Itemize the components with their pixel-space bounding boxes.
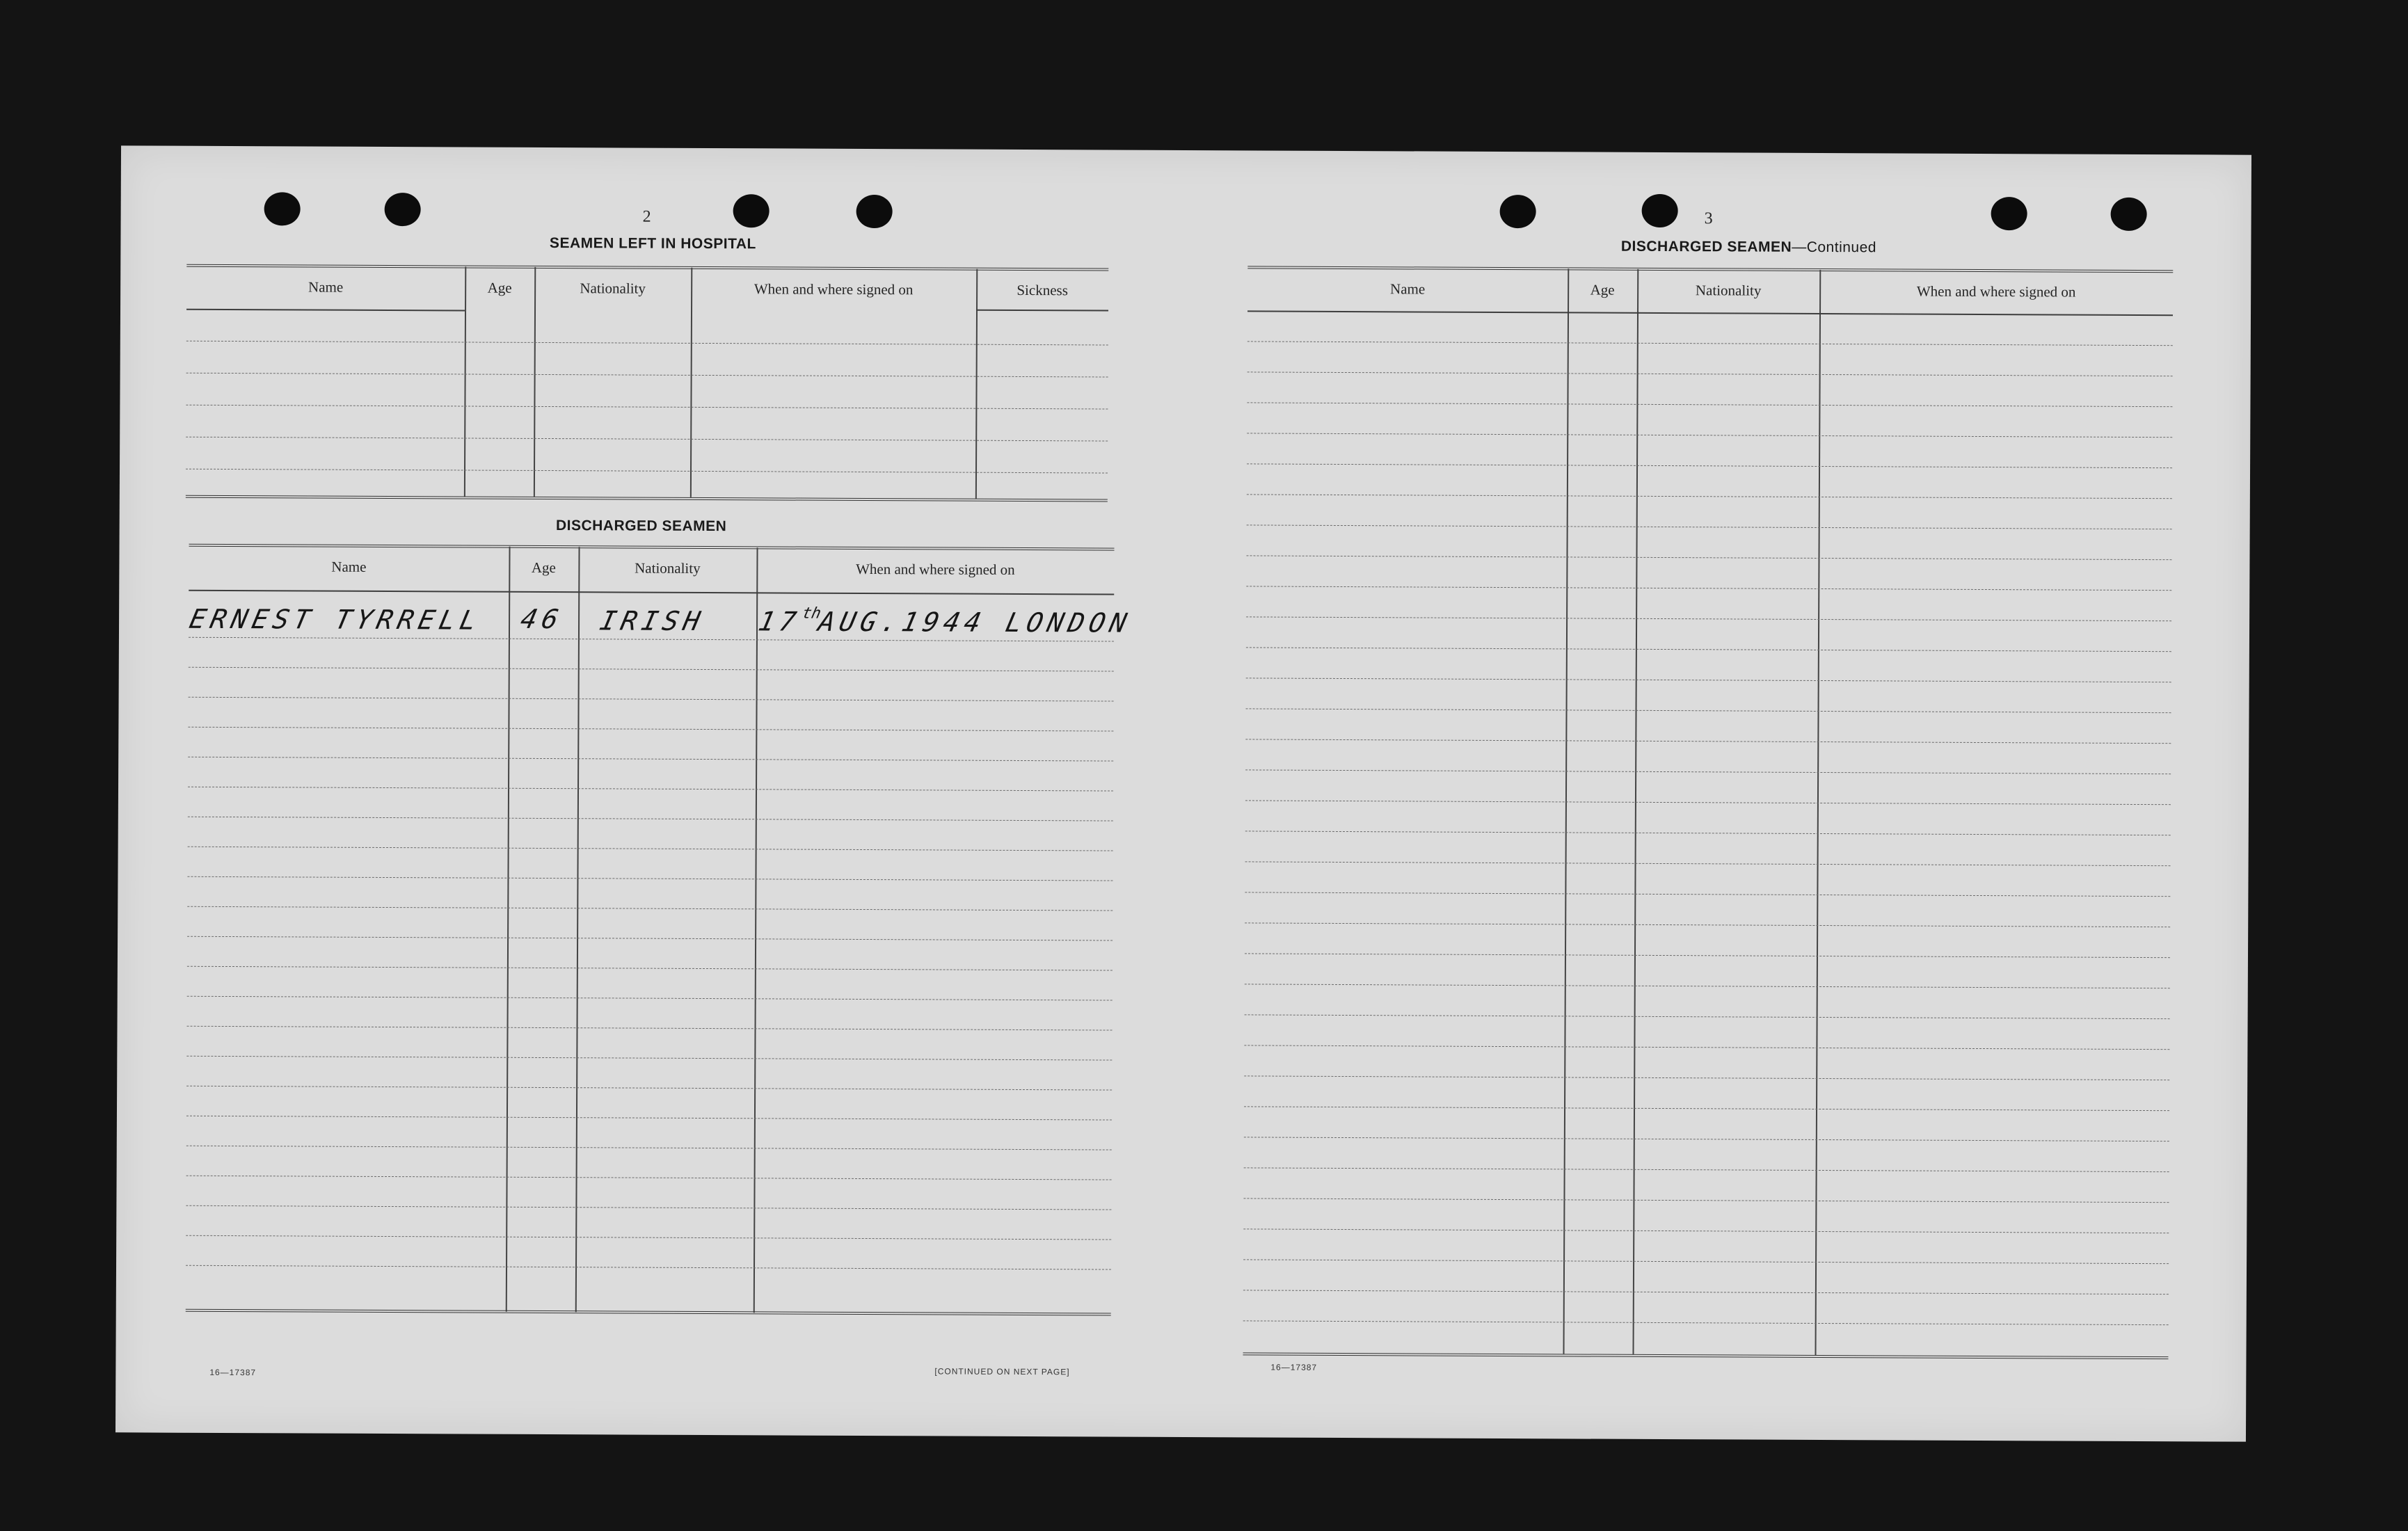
discharged-continued-title — [1505, 238, 1992, 257]
discharged-table — [186, 544, 1135, 1313]
punch-hole — [733, 194, 770, 227]
punch-hole — [1991, 197, 2027, 230]
col-header-nationality: Nationality — [635, 559, 701, 577]
col-header-signed-on: When and where signed on — [1916, 282, 2076, 300]
entry-signed-on — [756, 604, 1134, 638]
entry-nationality: IRISH — [597, 605, 708, 636]
punch-hole — [2111, 198, 2147, 231]
entry-signed-on-suffix: th — [800, 604, 823, 623]
punch-hole — [1500, 195, 1536, 228]
col-header-name: Name — [331, 558, 367, 575]
col-header-signed-on: When and where signed on — [754, 280, 914, 298]
form-number: 16—17387 — [209, 1367, 257, 1378]
entry-signed-on-rest: AUG.1944 LONDON — [815, 606, 1135, 639]
continued-note: [CONTINUED ON NEXT PAGE] — [934, 1366, 1070, 1377]
title-main: DISCHARGED SEAMEN — [1620, 238, 1792, 255]
col-header-name: Name — [1390, 280, 1426, 298]
col-header-age: Age — [1590, 281, 1615, 298]
document-sheet — [115, 145, 2251, 1441]
punch-hole — [856, 195, 893, 228]
hospital-section-title: SEAMEN LEFT IN HOSPITAL — [549, 235, 756, 253]
page-number: 2 — [642, 207, 651, 226]
discharged-section-title: DISCHARGED SEAMEN — [555, 518, 727, 535]
col-header-age: Age — [531, 559, 556, 576]
col-header-nationality: Nationality — [580, 279, 646, 297]
form-number: 16—17387 — [1270, 1362, 1318, 1372]
discharged-continued-table — [1243, 266, 2173, 1358]
title-sub: —Continued — [1792, 239, 1877, 256]
punch-hole — [1642, 194, 1678, 227]
col-header-sickness: Sickness — [1016, 281, 1068, 298]
entry-name: ERNEST TYRRELL — [186, 603, 485, 636]
punch-hole — [264, 192, 301, 225]
page-number: 3 — [1704, 209, 1713, 228]
punch-hole — [385, 193, 421, 226]
col-header-name: Name — [308, 278, 344, 296]
left-page — [121, 145, 2251, 1378]
entry-signed-on-day: 17 — [756, 606, 804, 637]
col-header-signed-on: When and where signed on — [856, 560, 1015, 578]
col-header-age: Age — [487, 279, 512, 296]
col-header-nationality: Nationality — [1695, 281, 1762, 299]
hospital-table — [186, 264, 1108, 505]
entry-age: 46 — [518, 603, 566, 635]
